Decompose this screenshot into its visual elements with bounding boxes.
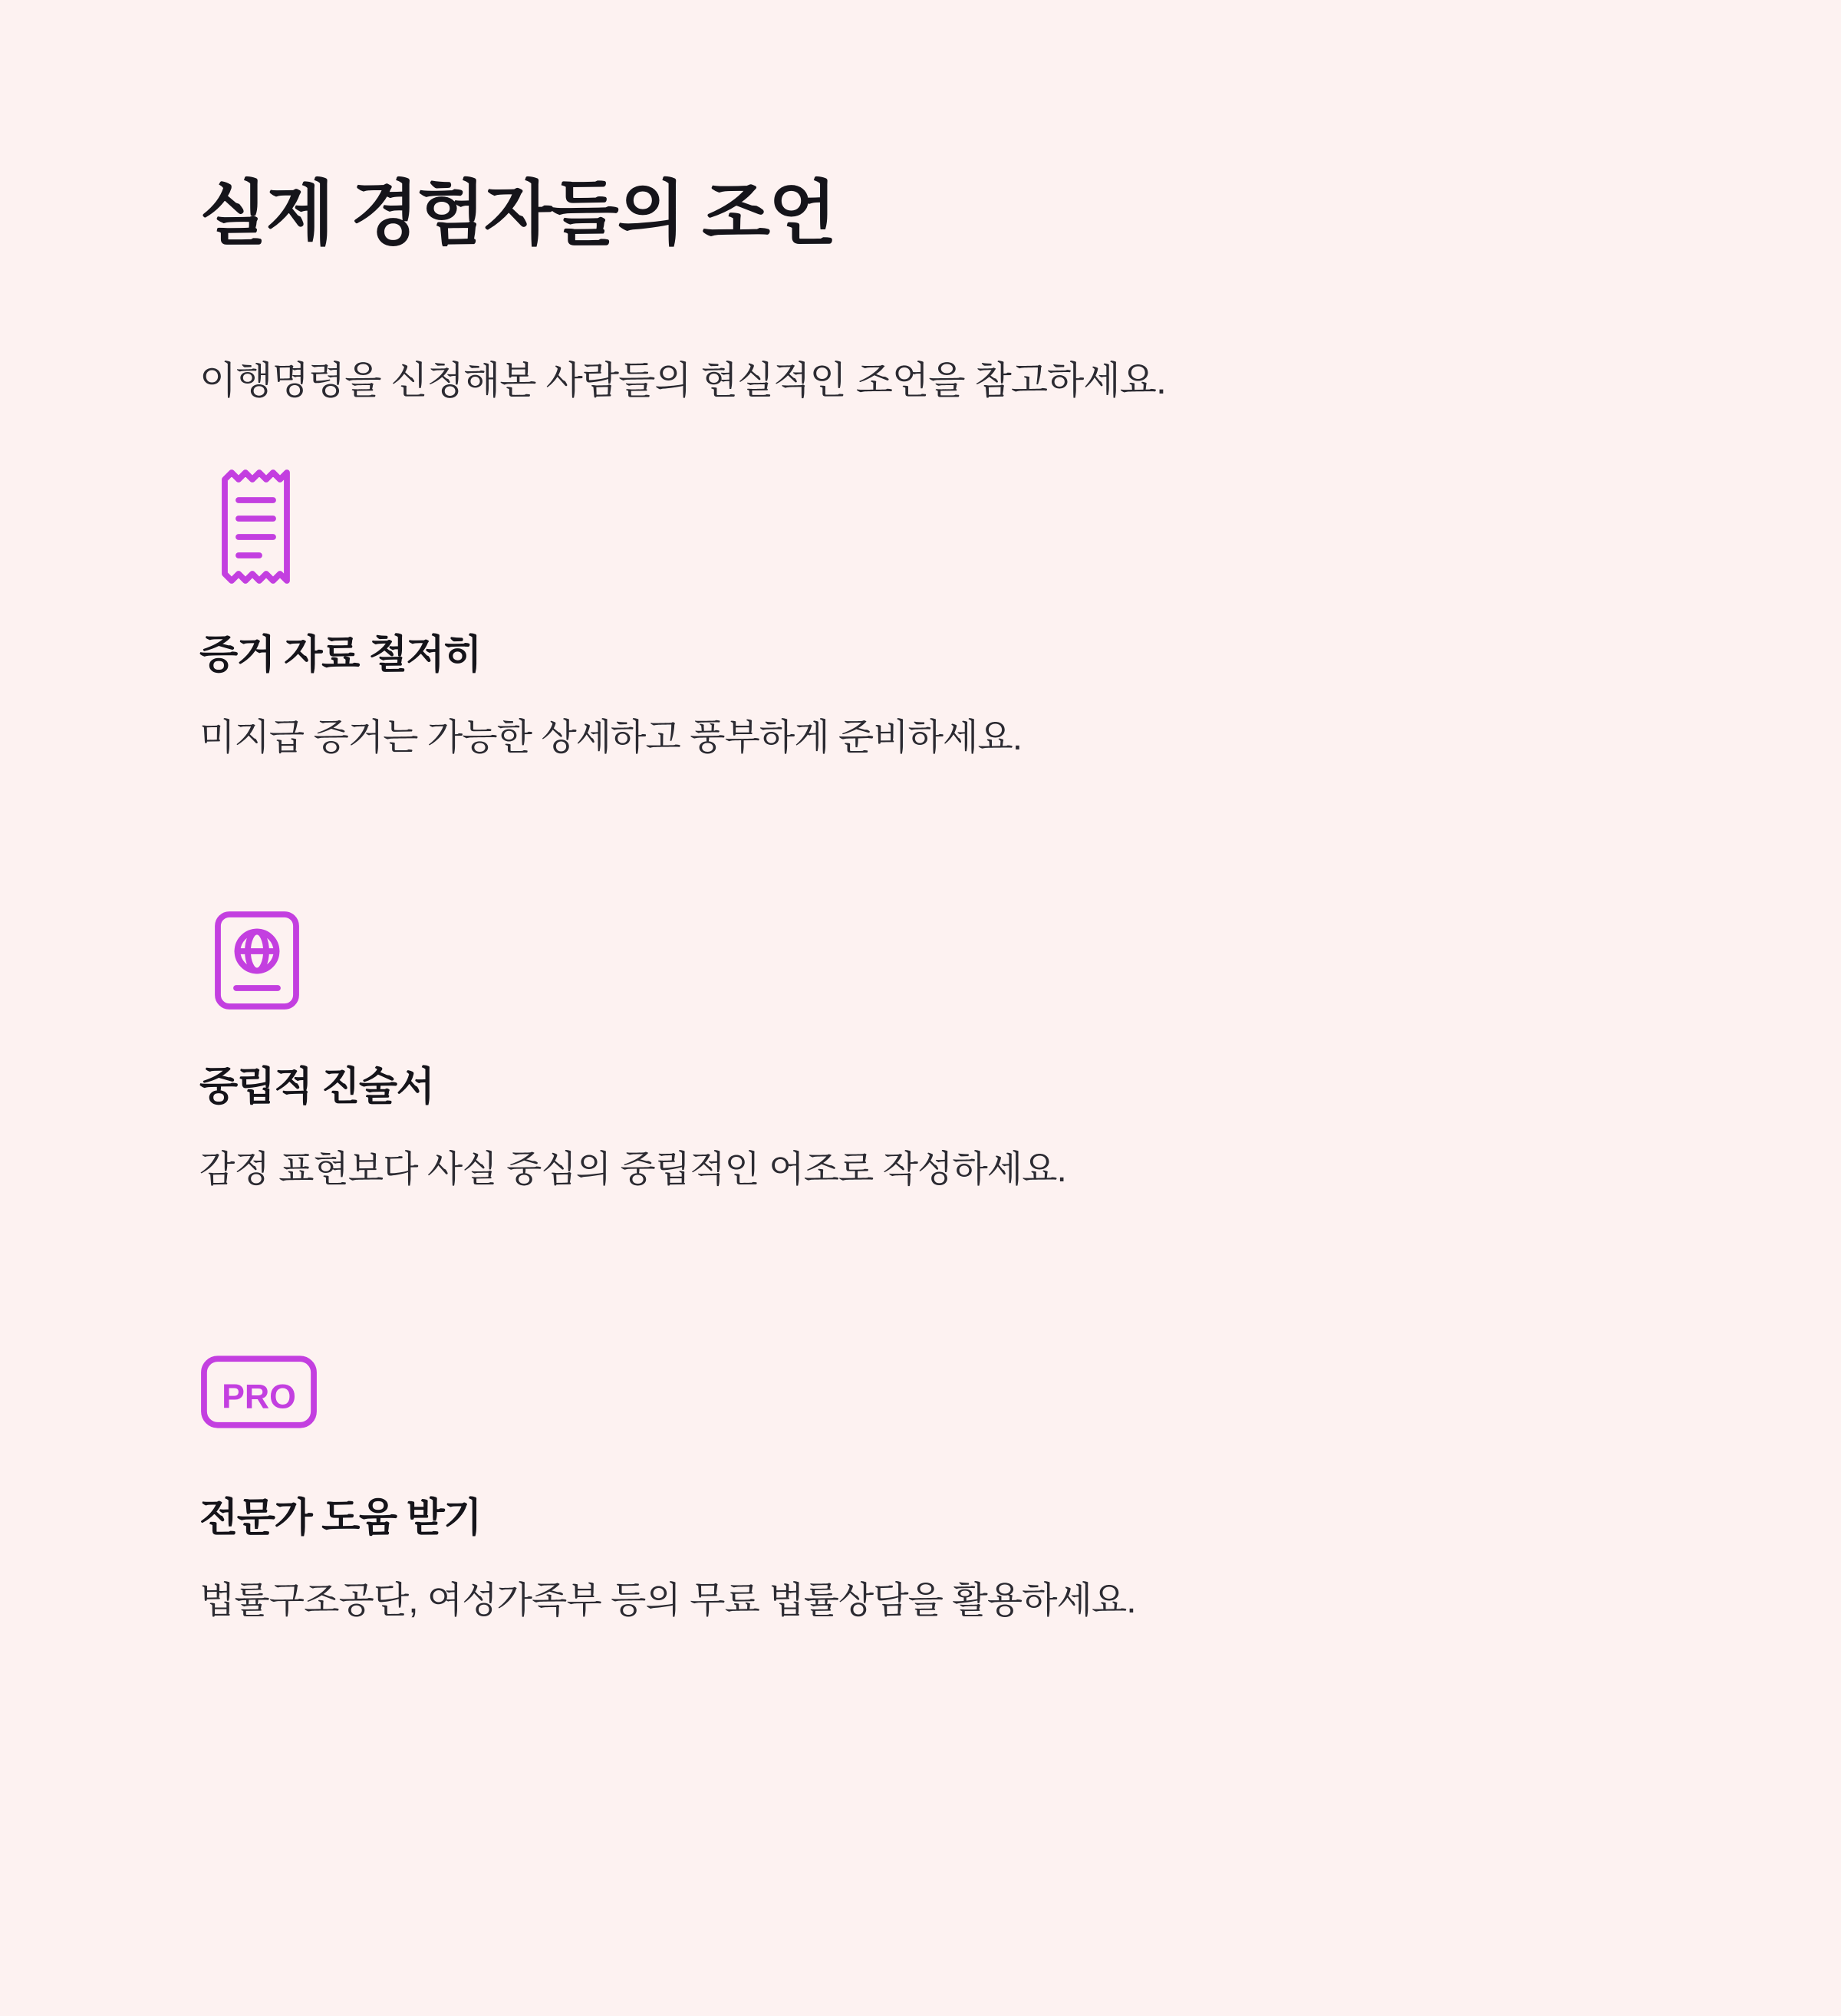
- passport-globe-icon: [199, 895, 322, 1026]
- svg-text:PRO: PRO: [222, 1378, 296, 1416]
- tip-description: 미지급 증거는 가능한 상세하고 풍부하게 준비하세요.: [199, 717, 1023, 759]
- receipt-icon: [199, 463, 322, 594]
- tip-description: 감정 표현보다 사실 중심의 중립적인 어조로 작성하세요.: [199, 1148, 1066, 1190]
- tip-item: [199, 840, 1642, 1197]
- page-title: 실제 경험자들의 조언: [199, 175, 835, 253]
- tip-title: 증거 자료 철저히: [199, 633, 482, 678]
- pro-badge-icon: [199, 1326, 322, 1457]
- spacer: [199, 1196, 1642, 1271]
- tip-title: 전문가 도움 받기: [199, 1496, 482, 1541]
- spacer: [199, 765, 1642, 840]
- page-intro: 이행명령을 신청해본 사람들의 현실적인 조언을 참고하세요.: [199, 359, 1166, 403]
- tip-title: 중립적 진술서: [199, 1064, 434, 1109]
- tips-list: [199, 410, 1642, 1628]
- tip-item: [199, 1271, 1642, 1628]
- tip-item: [199, 463, 1642, 765]
- tip-description: 법률구조공단, 여성가족부 등의 무료 법률상담을 활용하세요.: [199, 1580, 1136, 1622]
